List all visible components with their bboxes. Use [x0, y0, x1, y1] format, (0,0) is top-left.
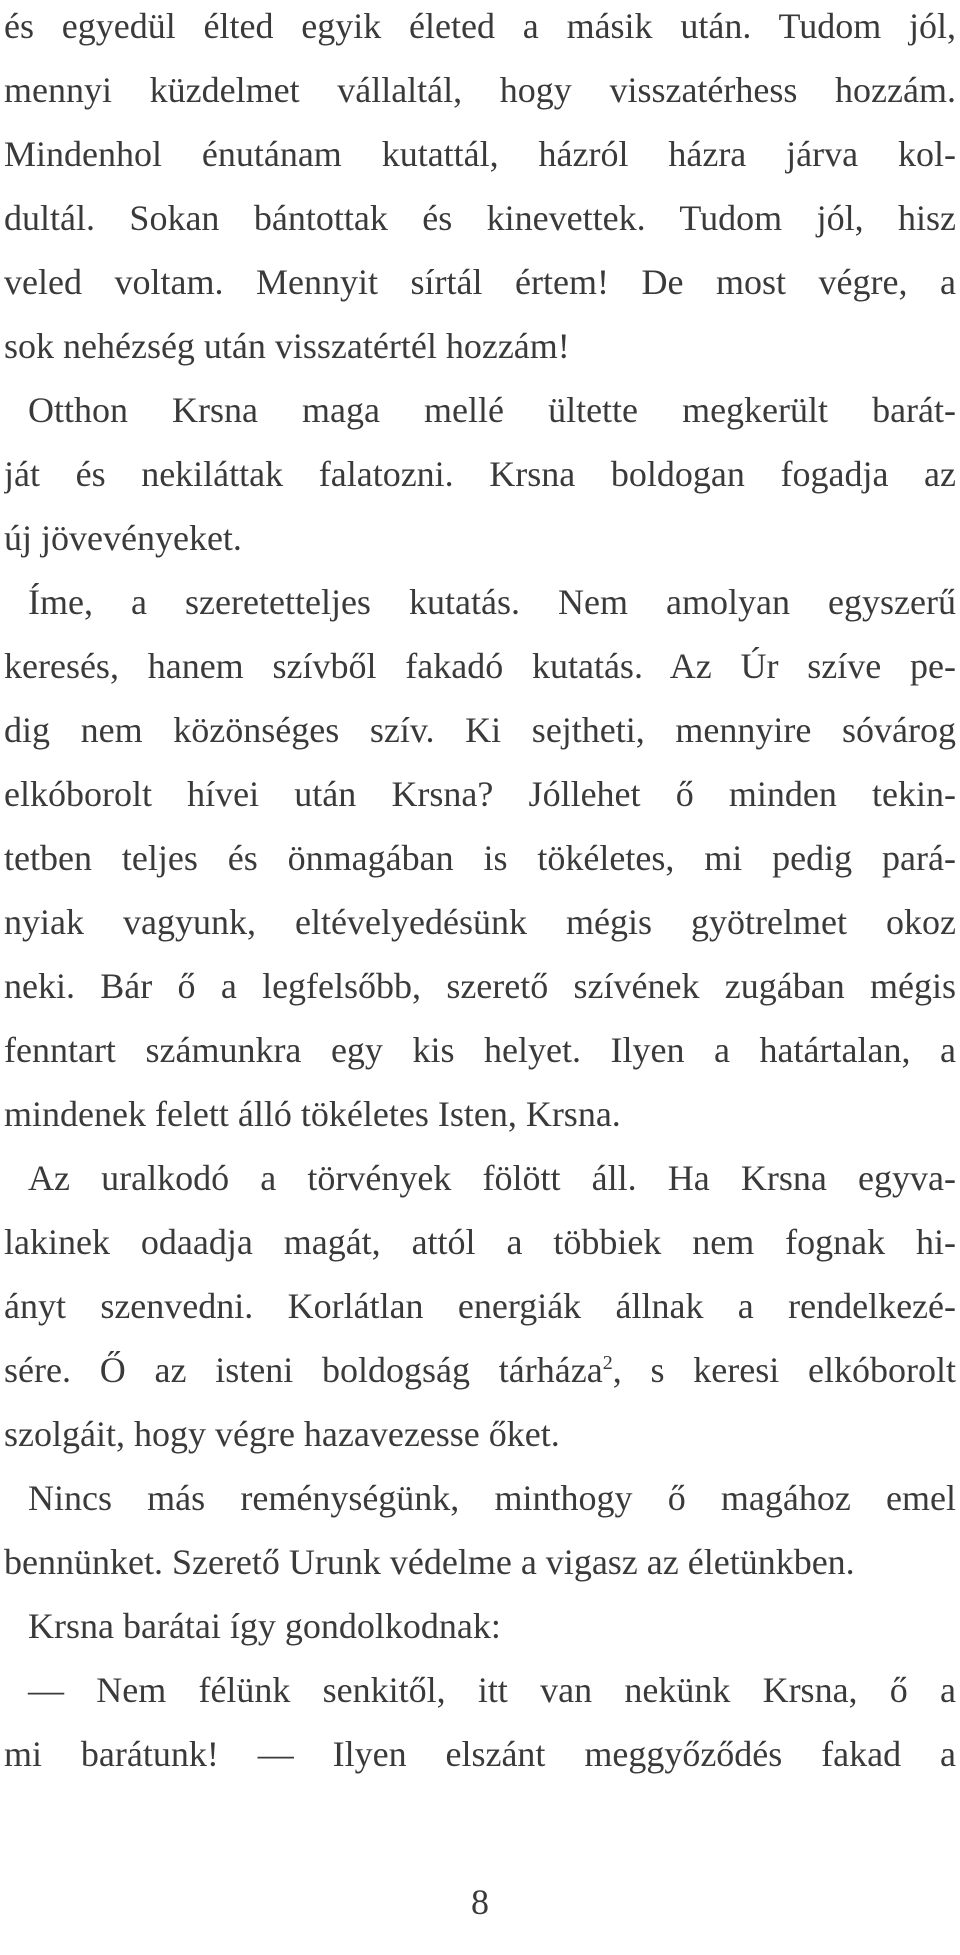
text-line: dultál. Sokan bántottak és kinevettek. Tudom jól, hisz: [4, 198, 956, 238]
text-line: fenntart számunkra egy kis helyet. Ilyen a határtalan, a: [4, 1030, 956, 1070]
text-line: sok nehézség után visszatértél hozzám!: [4, 326, 570, 366]
text-line: ját és nekiláttak falatozni. Krsna boldogan fogadja az: [4, 454, 956, 494]
text-line: keresés, hanem szívből fakadó kutatás. Az Úr szíve pe-: [4, 646, 956, 686]
text-line: nyiak vagyunk, eltévelyedésünk mégis gyötrelmet okoz: [4, 902, 956, 942]
text-line: Mindenhol énutánam kutattál, házról házra járva kol-: [4, 134, 956, 174]
paragraph-start-line: Íme, a szeretetteljes kutatás. Nem amolyan egyszerű: [28, 582, 956, 622]
page-number: 8: [471, 1882, 489, 1922]
text-line: és egyedül élted egyik életed a másik után. Tudom jól,: [4, 6, 956, 46]
paragraph-start-line: Krsna barátai így gondolkodnak:: [28, 1606, 501, 1646]
text-line: elkóborolt hívei után Krsna? Jóllehet ő minden tekin-: [4, 774, 956, 814]
dialogue-line: — Nem félünk senkitől, itt van nekünk Krsna, ő a: [28, 1670, 956, 1710]
paragraph-start-line: Az uralkodó a törvények fölött áll. Ha Krsna egyva-: [28, 1158, 956, 1198]
body-text: [4, 0, 956, 1792]
footnote-reference: 2: [602, 1352, 613, 1374]
text-line: bennünket. Szerető Urunk védelme a vigasz az életünkben.: [4, 1542, 855, 1582]
text-line: lakinek odaadja magát, attól a többiek nem fognak hi-: [4, 1222, 956, 1262]
text-line: mi barátunk! — Ilyen elszánt meggyőződés fakad a: [4, 1734, 956, 1774]
text-line-with-footnote: [4, 1344, 956, 1408]
text-line: ányt szenvedni. Korlátlan energiák állnak a rendelkezé-: [4, 1286, 956, 1326]
text-line: új jövevényeket.: [4, 518, 242, 558]
text-line: mindenek felett álló tökéletes Isten, Krsna.: [4, 1094, 621, 1134]
text-segment: sére. Ő az isteni boldogság tárháza: [4, 1350, 603, 1390]
text-line: neki. Bár ő a legfelsőbb, szerető szívének zugában mégis: [4, 966, 956, 1006]
paragraph-start-line: Otthon Krsna maga mellé ültette megkerült barát-: [28, 390, 956, 430]
text-line: szolgáit, hogy végre hazavezesse őket.: [4, 1414, 560, 1454]
text-line: tetben teljes és önmagában is tökéletes, mi pedig pará-: [4, 838, 956, 878]
text-segment: , s keresi elkóborolt: [612, 1350, 956, 1390]
text-line: mennyi küzdelmet vállaltál, hogy visszatérhess hozzám.: [4, 70, 956, 110]
text-line: veled voltam. Mennyit sírtál értem! De most végre, a: [4, 262, 956, 302]
text-line: dig nem közönséges szív. Ki sejtheti, mennyire sóvárog: [4, 710, 956, 750]
paragraph-start-line: Nincs más reménységünk, minthogy ő magához emel: [28, 1478, 956, 1518]
